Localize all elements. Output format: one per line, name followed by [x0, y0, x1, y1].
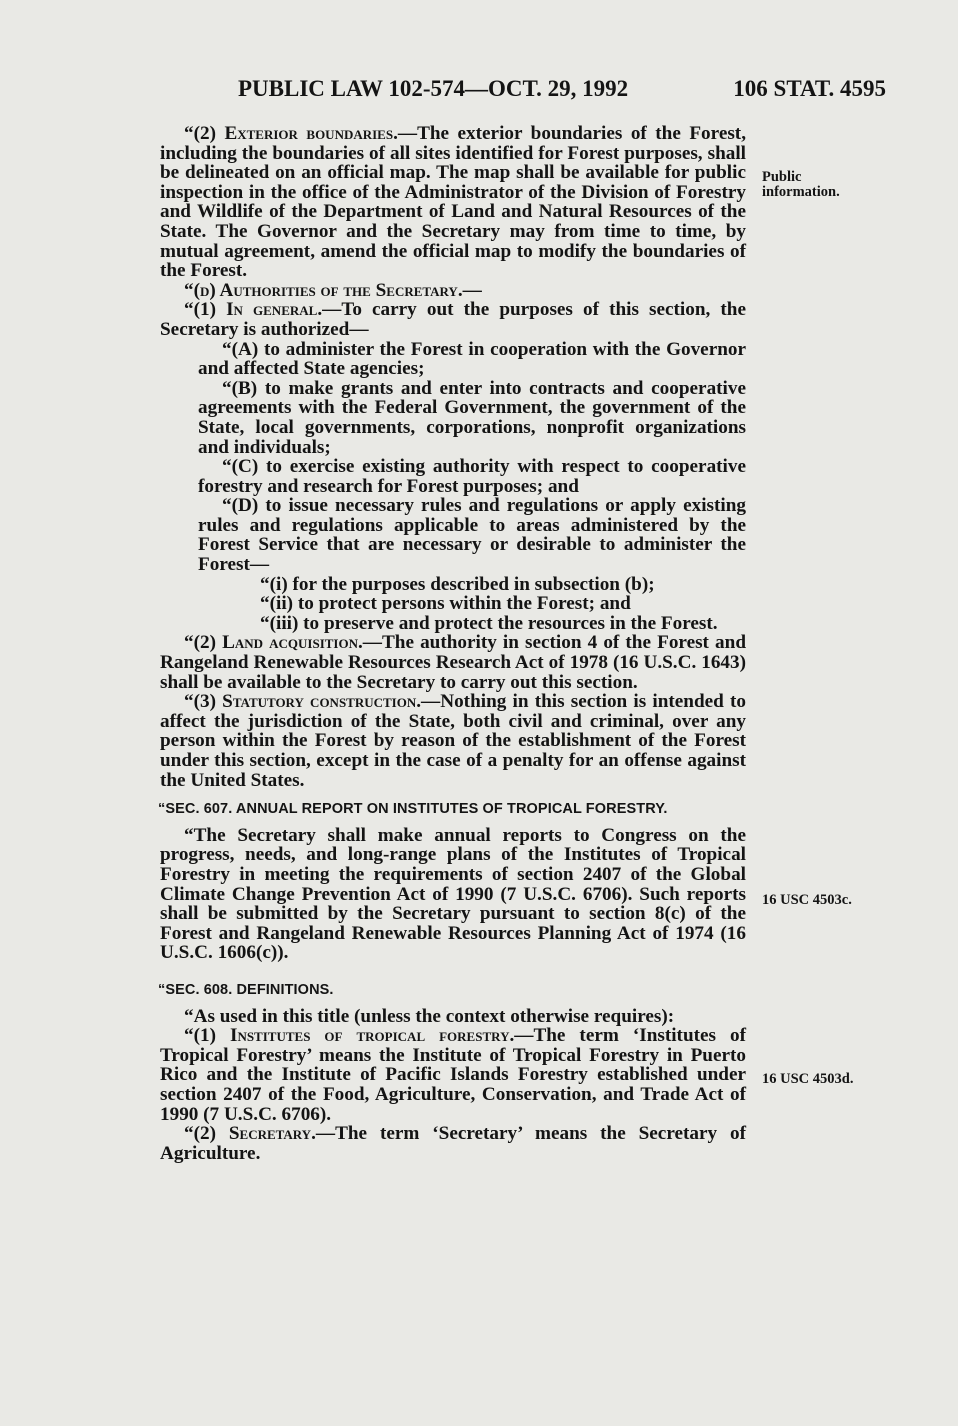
- section-608-heading: “SEC. 608. DEFINITIONS.: [158, 981, 334, 998]
- text-secretary: —The term ‘Secretary’ means the Secretary of Agriculture.: [160, 1123, 746, 1164]
- text-statutory-construction: —Nothing in this section is intended to affect the jurisdiction of the State, both civil and criminal, over any person within the Forest by reason of the establishment of the Forest under this section, except in the case of a penalty for an offense against the United States.: [160, 691, 746, 791]
- text-in-general: —To carry out the purposes of this section, the Secretary is authorized—: [160, 299, 746, 340]
- section-607-body: “The Secretary shall make annual reports to Congress on the progress, needs, and long-range plans of the Institutes of Tropical Forestry in meeting the requirements of section 2407 of the Global Climate Change Prevention Act of 1990 (7 U.S.C. 6706). Such reports shall be submitted by the Secretary pursuant to section 8(c) of the Forest and Rangeland Renewable Resources Planning Act of 1974 (16 U.S.C. 1606(c)).: [160, 824, 746, 964]
- text-institutes: —The term ‘Institutes of Tropical Forestry’ means the Institute of Tropical Forestry in Puerto Rico and the Institute of Pacific Islands Forestry established under section 2407 of the Food, Agriculture, Conservation, and Trade Act of 1990 (7 U.S.C. 6706).: [160, 1025, 746, 1125]
- definition-institutes: [160, 1026, 746, 1124]
- heading-statutory-construction: “(3) Statutory construction.: [184, 691, 422, 713]
- heading-institutes: “(1) Institutes of tropical forestry.: [184, 1025, 515, 1047]
- heading-secretary: “(2) Secretary.: [184, 1123, 316, 1145]
- margin-note-information: information.: [762, 184, 840, 200]
- paragraph-authorities-heading: [160, 281, 746, 301]
- clause-ii: “(ii) to protect persons within the Forest; and: [260, 593, 631, 615]
- clause-i: “(i) for the purposes described in subsection (b);: [260, 573, 655, 595]
- margin-note-usc-607: 16 USC 4503c.: [762, 892, 852, 908]
- section-608-intro: “As used in this title (unless the context otherwise requires):: [184, 1005, 675, 1027]
- text-land-acquisition: —The authority in section 4 of the Forest and Rangeland Renewable Resources Research Act of 1978 (16 U.S.C. 1643) shall be available to the Secretary to carry out this section.: [160, 632, 746, 693]
- heading-land-acquisition: “(2) Land acquisition.: [184, 632, 363, 654]
- definition-secretary: [160, 1124, 746, 1163]
- heading-exterior-boundaries: “(2) Exterior boundaries.: [184, 123, 398, 144]
- paragraph-in-general: [160, 300, 746, 339]
- header-title: PUBLIC LAW 102-574—OCT. 29, 1992: [238, 76, 629, 101]
- heading-authorities: “(d) Authorities of the Secretary.: [184, 279, 463, 301]
- running-header: [238, 76, 886, 106]
- clause-iii: “(iii) to preserve and protect the resources in the Forest.: [260, 612, 718, 634]
- margin-note-public: Public: [762, 169, 802, 185]
- clause-d: “(D) to issue necessary rules and regulations or apply existing rules and regulations applicable to areas administered by the Forest Service that are necessary or desirable to administer the Forest—: [198, 495, 746, 576]
- clause-c: “(C) to exercise existing authority with respect to cooperative forestry and research for Forest purposes; and: [198, 456, 746, 497]
- clause-a: “(A) to administer the Forest in cooperation with the Governor and affected State agencies;: [198, 338, 746, 380]
- paragraph-exterior-boundaries: [160, 124, 746, 281]
- margin-note-usc-608: 16 USC 4503d.: [762, 1071, 854, 1087]
- section-607-heading: “SEC. 607. ANNUAL REPORT ON INSTITUTES OF TROPICAL FORESTRY.: [158, 801, 668, 818]
- paragraph-land-acquisition: [160, 633, 746, 692]
- text-exterior-boundaries: —The exterior boundaries of the Forest, including the boundaries of all sites identified for Forest purposes, shall be delineated on an official map. The map shall be available for public inspection in the office of the Administrator of the Division of Forestry and Wildlife of the Department of Land and Natural Resources of the State. The Governor and the Secretary may from time to time, by mutual agreement, amend the official map to modify the boundaries of the Forest.: [160, 123, 746, 282]
- heading-in-general: “(1) In general.: [184, 299, 323, 321]
- margin-note-public-information: [762, 170, 840, 200]
- clause-b: “(B) to make grants and enter into contracts and cooperative agreements with the Federal Government, the government of the State, local governments, corporations, nonprofit organizations and individuals;: [198, 377, 746, 458]
- dash-authorities: —: [462, 279, 482, 301]
- header-stat-page: 106 STAT. 4595: [733, 76, 886, 101]
- document-body: [160, 124, 746, 1163]
- paragraph-statutory-construction: [160, 692, 746, 790]
